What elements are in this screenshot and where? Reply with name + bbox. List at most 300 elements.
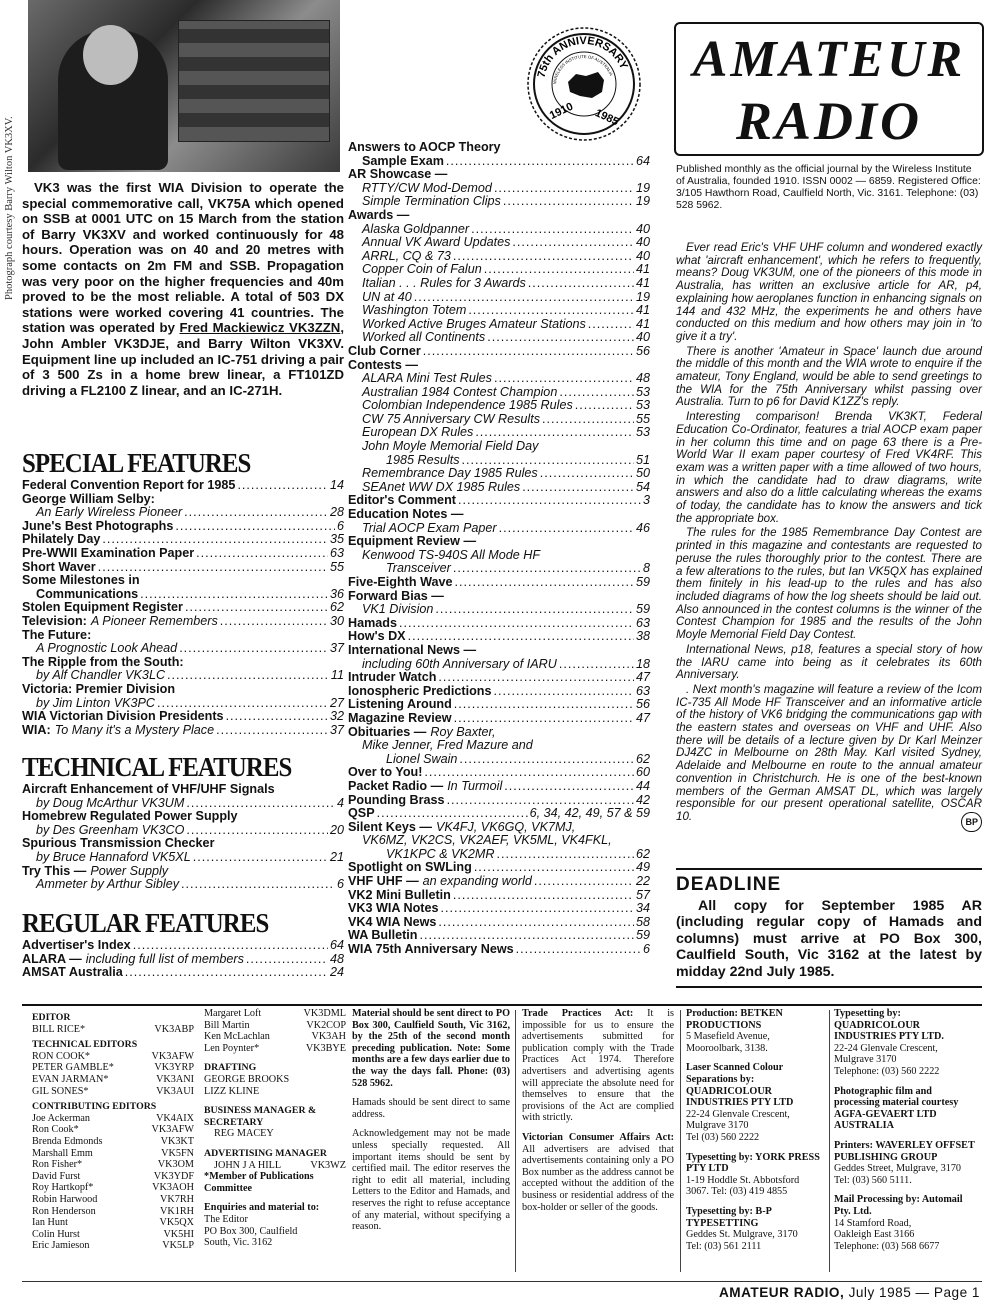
toc-entry-title: Equipment Review — <box>348 534 477 549</box>
toc-entry-subtitle: John Moyle Memorial Field Day <box>362 439 539 454</box>
toc-entry-title: Editor's Comment <box>348 493 456 508</box>
toc-entry-subtitle: ARRL, CQ & 73 <box>362 248 451 263</box>
toc-entry-title: VHF UHF — <box>348 874 419 889</box>
toc-entry <box>348 671 650 685</box>
toc-entry-title: Communications <box>36 586 139 601</box>
toc-entry-subtitle: Trial AOCP Exam Paper <box>362 520 497 535</box>
credit-line: REG MACEY <box>214 1128 274 1140</box>
toc-entry-title: Club Corner <box>348 343 421 358</box>
toc-entry <box>348 359 650 373</box>
leader-dots <box>438 916 634 930</box>
credit-callsign: VK3DML <box>303 1008 346 1019</box>
toc-entry <box>22 493 344 507</box>
credit-name: Ian Hunt <box>32 1217 68 1229</box>
toc-entry-subtitle: Power Supply <box>90 863 169 878</box>
credit-row <box>32 1148 194 1160</box>
toc-entry-title: International News — <box>348 642 477 657</box>
toc-entry <box>22 865 344 879</box>
section-heading: TECHNICAL FEATURES <box>22 752 292 782</box>
anniversary-seal <box>524 22 644 142</box>
credit-name: Ron Henderson <box>32 1205 96 1217</box>
cover-photo <box>28 0 340 172</box>
credit-block-heading: Typesetting by: YORK PRESS PTY LTD <box>686 1151 820 1175</box>
photo-credit: Photograph courtesy Barry Wilton VK3XV. <box>4 116 15 300</box>
toc-entry <box>348 223 650 237</box>
credit-callsign: VK3WZ <box>310 1159 346 1171</box>
toc-entry <box>348 848 650 862</box>
toc-entry-subtitle: by Doug McArthur VK3UM <box>36 795 185 810</box>
toc-entry-subtitle: In Turmoil <box>447 778 503 793</box>
notice-text: It is impossible for us to ensure the advertisements submitted for publication comply with the Trade Practices Act 1974. Therefore advertisers and advertising agents will appreciate the absolute need for themselves to ensure that the provisions of the Act are complied with strictly. <box>522 1008 674 1124</box>
credit-block-heading: Photographic film and processing material courtesy AGFA-GEVAERT LTD AUSTRALIA <box>834 1085 959 1132</box>
leader-dots <box>102 533 328 547</box>
toc-page-number: 6 <box>642 942 650 957</box>
toc-entry <box>22 697 344 711</box>
divider <box>22 1004 982 1006</box>
toc-page-number: 46 <box>635 520 650 535</box>
leader-dots <box>459 753 634 767</box>
credit-row <box>32 1171 194 1183</box>
leader-dots <box>408 630 634 644</box>
toc-entry-title: The Ripple from the South: <box>22 654 184 669</box>
toc-page-number: 53 <box>635 425 650 440</box>
toc-entry-title: VK4 WIA News <box>348 914 437 929</box>
credit-line: Tel (03) 560 2222 <box>686 1131 760 1143</box>
credit-callsign: VK1RH <box>160 1205 194 1217</box>
leader-dots <box>542 413 634 427</box>
credit-row <box>204 1031 346 1043</box>
leader-dots <box>494 182 634 196</box>
toc-entry-subtitle: by Des Greenham VK3CO <box>36 822 185 837</box>
toc-entry <box>22 479 344 493</box>
toc-entry <box>22 710 344 724</box>
toc-page-number: 50 <box>635 466 650 481</box>
credit-block-heading: Laser Scanned Colour Separations by: QUADRICOLOUR INDUSTRIES PTY LTD <box>686 1062 794 1109</box>
toc-page-number: 37 <box>329 641 344 656</box>
credit-block <box>686 1206 826 1252</box>
toc-entry <box>22 601 344 615</box>
toc-entry-title: Philately Day <box>22 532 101 547</box>
toc-entry-subtitle: VK1 Division <box>362 602 434 617</box>
leader-dots <box>438 671 634 685</box>
credits-column-2 <box>204 1008 346 1249</box>
toc-entry-title: Homebrew Regulated Power Supply <box>22 809 238 824</box>
leader-dots <box>504 780 634 794</box>
credit-row <box>32 1206 194 1218</box>
toc-entry <box>348 549 650 563</box>
leader-dots <box>175 520 335 534</box>
credit-callsign: VK5LP <box>162 1240 194 1252</box>
toc-page-number: 59 <box>635 928 650 943</box>
credit-name: EVAN JARMAN* <box>32 1073 109 1085</box>
toc-entry <box>348 508 650 522</box>
toc-entry <box>348 494 650 508</box>
toc-page-number: 8 <box>642 561 650 576</box>
toc-entry <box>348 943 650 957</box>
leader-dots <box>493 685 634 699</box>
special-features-section <box>22 448 344 737</box>
editorial-paragraph: The rules for the 1985 Remembrance Day Contest are printed in this magazine and contestants are requested to peruse the rules thoroughly prior to the contest. There are a few alterations to the rules, but Ian VK5QX has explained them finitely in his lead-up to the rules and has also included diagrams of how the log sheets should be laid out. Also announced in the contest columns is the winner of the Contest Champion for 1985 and the results of the John Moyle Memorial Field Day Contest. <box>676 526 982 642</box>
toc-entry-title: Awards — <box>348 207 410 222</box>
credit-line: 22-24 Glenvale Crescent, <box>686 1108 790 1120</box>
page-footer: AMATEUR RADIO, July 1985 — Page 1 <box>718 1285 980 1300</box>
toc-entry-title: WA Bulletin <box>348 928 418 943</box>
toc-page-number: 19 <box>635 194 650 209</box>
editorial-paragraph: Interesting comparison! Brenda VK3KT, Federal Education Co-Ordinator, features a trial AOCP exam paper in her column this time and on page 63 there is a Pre-World War II exam paper courtesy of Fred VK4RF. This exam was a written paper with a time allowed of two hours, in which the candidate had to draw diagrams, write answers and also do a little calculating whereas the exams of today, the candidate has to know the answers and tick the appropriate box. <box>676 410 982 525</box>
toc-page-number: 4 <box>336 795 344 810</box>
seal-year-start: 1910 <box>547 100 576 122</box>
leader-dots <box>125 966 328 980</box>
leader-dots <box>497 848 634 862</box>
toc-page-number: 49 <box>635 860 650 875</box>
masthead-line1: AMATEUR <box>692 31 966 88</box>
toc-page-number: 63 <box>329 545 344 560</box>
credit-callsign: VK3AH <box>311 1031 346 1043</box>
toc-page-number: 57 <box>635 887 650 902</box>
credit-callsign: VK5HI <box>163 1228 194 1240</box>
toc-page-number: 41 <box>635 262 650 277</box>
toc-entry <box>348 617 650 631</box>
leader-dots <box>399 617 634 631</box>
toc-entry-title: Sample Exam <box>362 153 444 168</box>
regular-features-section <box>22 908 344 980</box>
toc-entry-subtitle: RTTY/CW Mod-Demod <box>362 180 492 195</box>
toc-entry-title: Silent Keys — <box>348 819 432 834</box>
toc-page-number: 58 <box>635 914 650 929</box>
credit-row <box>204 1008 346 1020</box>
toc-entry <box>348 712 650 726</box>
toc-entry-title: Television: <box>22 613 87 628</box>
toc-entry-title: June's Best Photographs <box>22 518 174 533</box>
toc-entry-subtitle: Simple Termination Clips <box>362 194 501 209</box>
toc-page-number: 41 <box>635 275 650 290</box>
toc-entry <box>348 535 650 549</box>
toc-entry <box>348 168 650 182</box>
toc-entry <box>348 916 650 930</box>
credit-block <box>686 1152 826 1198</box>
toc-entry-subtitle: 1985 Results <box>386 452 460 467</box>
toc-page-number: 14 <box>329 478 344 492</box>
leader-dots <box>588 318 634 332</box>
credit-line: Tel: (03) 560 5111. <box>834 1174 912 1186</box>
credit-line: Geddes St. Mulgrave, 3170 <box>686 1229 798 1241</box>
toc-entry <box>22 656 344 670</box>
toc-page-number: 22 <box>635 874 650 889</box>
leader-dots <box>516 943 641 957</box>
credit-line: 22-24 Glenvale Crescent, <box>834 1042 938 1054</box>
leader-dots <box>377 807 528 821</box>
toc-entry-title: Magazine Review <box>348 710 452 725</box>
credit-row <box>32 1240 194 1252</box>
credit-line: GEORGE BROOKS <box>204 1073 290 1085</box>
leader-dots <box>454 698 634 712</box>
toc-entry-subtitle: including 60th Anniversary of IARU <box>362 656 557 671</box>
toc-entry-subtitle: Remembrance Day 1985 Rules <box>362 466 538 481</box>
toc-entry-title: WIA: <box>22 722 51 737</box>
credit-callsign: VK3AFW <box>151 1124 194 1136</box>
section-heading: SPECIAL FEATURES <box>22 448 251 478</box>
toc-entry-title: Answers to AOCP Theory <box>348 140 501 154</box>
credit-callsign: VK3YRP <box>154 1062 194 1074</box>
leader-dots <box>475 426 634 440</box>
credit-block <box>834 1140 980 1186</box>
credit-name: Ken McLachlan <box>204 1031 270 1043</box>
toc-entry <box>348 155 650 169</box>
credit-row <box>32 1194 194 1206</box>
publication-info: Published monthly as the official journal by the Wireless Institute of Australia, founded 1910. ISSN 0002 — 6859. Registered Office: 3/105 Hawthorn Road, Caulfield North, Vic. 3161. Telephone: (03) 528 5962. <box>676 164 981 211</box>
toc-entry-title: Some Milestones in <box>22 573 140 588</box>
credit-name: Len Poynter* <box>204 1042 260 1054</box>
credit-name: GIL SONES* <box>32 1085 89 1097</box>
toc-entry-subtitle: by Bruce Hannaford VK5XL <box>36 849 191 864</box>
toc-page-number: 40 <box>635 221 650 236</box>
toc-page-number: 28 <box>329 505 344 520</box>
toc-entry <box>348 875 650 889</box>
toc-page-number: 51 <box>635 452 650 467</box>
leader-dots <box>220 615 328 629</box>
toc-entry <box>348 386 650 400</box>
toc-entry <box>348 576 650 590</box>
leader-dots <box>540 467 634 481</box>
leader-dots <box>441 902 634 916</box>
toc-entry-subtitle: A Pioneer Remembers <box>90 613 218 628</box>
toc-page-number: 37 <box>329 722 344 737</box>
credit-row <box>204 1020 346 1032</box>
toc-page-number: 42 <box>635 792 650 807</box>
footer-rule <box>22 1281 982 1282</box>
toc-page-number: 35 <box>329 532 344 547</box>
toc-page-number: 40 <box>635 248 650 263</box>
credit-block <box>834 1008 980 1078</box>
credit-block-heading: Typesetting by: B-P TYPESETTING <box>686 1205 772 1229</box>
toc-entry <box>348 685 650 699</box>
consumer-affairs-notice <box>522 1132 674 1213</box>
credit-line: 1-19 Hoddle St. Abbotsford <box>686 1174 800 1186</box>
leader-dots <box>471 223 634 237</box>
technical-features-section <box>22 752 344 892</box>
seal-top-text: 75th ANNIVERSARY <box>535 34 630 79</box>
leader-dots <box>226 710 328 724</box>
toc-entry <box>348 562 650 576</box>
toc-entry <box>348 807 650 821</box>
credit-row <box>32 1051 194 1063</box>
leader-dots <box>196 547 328 561</box>
credit-name: RON COOK* <box>32 1050 91 1062</box>
credit-name: Ron Fisher* <box>32 1159 83 1171</box>
toc-entry-title: WIA Victorian Division Presidents <box>22 709 224 724</box>
toc-page-number: 53 <box>635 398 650 413</box>
radio-equipment-image <box>178 20 330 142</box>
leader-dots <box>186 824 328 838</box>
toc-entry-subtitle: UN at 40 <box>362 289 412 304</box>
toc-page-number: 60 <box>635 765 650 780</box>
toc-entry <box>22 574 344 588</box>
toc-entry-subtitle: VK1KPC & VK2MR <box>386 846 495 861</box>
toc-entry-title: Short Waver <box>22 559 96 574</box>
toc-page-number: 54 <box>635 479 650 494</box>
toc-page-number: 64 <box>329 938 344 952</box>
notice-heading: Trade Practices Act: <box>522 1008 634 1019</box>
leader-dots <box>499 522 634 536</box>
toc-entry <box>348 399 650 413</box>
trade-practices-notice <box>522 1008 674 1124</box>
leader-dots <box>458 494 641 508</box>
toc-entry-title: Spurious Transmission Checker <box>22 836 215 851</box>
leader-dots <box>216 724 328 738</box>
editor-signature-icon: BP <box>961 812 982 833</box>
editorial-paragraph: Ever read Eric's VHF UHF column and wondered exactly what 'aircraft enhancement', which he refers to frequently, means? Doug VK3UM, one of the pioneers of this mode in Australia, has written an exclusive article for AR, p4, explaining how aeroplanes function in enhancing signals on 144 and 432 MHz, the experiments he and others have conducted on this medium and how others may join in 'to give it a try'. <box>676 241 982 343</box>
credit-block-heading: Mail Processing by: Automail Pty. Ltd. <box>834 1194 963 1217</box>
toc-entry <box>22 683 344 697</box>
leader-dots <box>484 263 634 277</box>
credit-callsign: VK3ABP <box>154 1023 194 1035</box>
toc-entry-title: Five-Eighth Wave <box>348 575 453 589</box>
toc-entry <box>22 506 344 520</box>
credit-line: Telephone: (03) 568 6677 <box>834 1240 940 1252</box>
leader-dots <box>140 588 328 602</box>
credit-callsign: VK2COP <box>306 1019 346 1031</box>
toc-entry <box>22 561 344 575</box>
credit-row <box>32 1136 194 1148</box>
editorial-paragraph: International News, p18, features a special story of how the IARU came into being as it celebrates its 60th Anniversary. <box>676 642 982 682</box>
credit-callsign: VK5FN <box>161 1147 194 1159</box>
leader-dots <box>435 603 634 617</box>
toc-entry <box>348 603 650 617</box>
toc-entry <box>22 547 344 561</box>
credit-callsign: VK3ANI <box>156 1073 194 1085</box>
deadline-heading: DEADLINE <box>676 874 782 895</box>
toc-page-number: 63 <box>635 615 650 630</box>
credit-name: BILL RICE* <box>32 1023 86 1035</box>
toc-entry-subtitle: Alaska Goldpanner <box>362 221 470 236</box>
credit-name: Eric Jamieson <box>32 1240 90 1252</box>
toc-entry-title: Pounding Brass <box>348 792 445 807</box>
toc-entry <box>348 304 650 318</box>
section-heading: REGULAR FEATURES <box>22 908 269 938</box>
toc-entry <box>348 263 650 277</box>
credit-line: LIZZ KLINE <box>204 1085 260 1097</box>
toc-entry <box>22 824 344 838</box>
toc-entry <box>22 615 344 629</box>
toc-entry <box>348 780 650 794</box>
toc-page-number: 6, 34, 42, 49, 57 & 59 <box>529 806 650 821</box>
toc-entry-title: Forward Bias — <box>348 588 444 603</box>
leader-dots <box>179 642 328 656</box>
toc-page-number: 24 <box>329 965 344 980</box>
toc-entry-subtitle: Mike Jenner, Fred Mazure and <box>362 738 533 753</box>
toc-page-number: 18 <box>635 656 650 671</box>
notice-text: All advertisers are advised that advertisements containing only a PO Box number as the address cannot be accepted without the addition of the business or residential address of the box-holder or seller of the goods. <box>522 1143 674 1213</box>
material-notice: Material should be sent direct to PO Box 300, Caulfield South, Vic 3162, by the 25th of the second month preceding publication. Note: Some months are a few days earlier due to the way the days fall. Phone: (03) 528 5962. <box>352 1008 510 1089</box>
leader-dots <box>167 669 329 683</box>
credit-row <box>32 1182 194 1194</box>
column-rule <box>515 1010 516 1272</box>
credit-name: PETER GAMBLE* <box>32 1062 114 1074</box>
toc-entry <box>348 345 650 359</box>
toc-entry-title: Education Notes — <box>348 507 464 522</box>
toc-entry <box>348 726 650 740</box>
leader-dots <box>468 304 634 318</box>
toc-entry <box>348 902 650 916</box>
toc-entry-subtitle: Kenwood TS-940S All Mode HF <box>362 547 541 562</box>
leader-dots <box>98 561 328 575</box>
credit-callsign: VK3AUI <box>156 1085 194 1097</box>
credit-line: 3067. Tel: (03) 419 4855 <box>686 1186 788 1198</box>
toc-page-number: 55 <box>635 411 650 426</box>
credit-row <box>32 1217 194 1229</box>
leader-dots <box>559 386 634 400</box>
toc-entry-title: Obituaries — <box>348 724 427 739</box>
toc-entry-subtitle: SEAnet WW DX 1985 Rules <box>362 479 521 494</box>
credit-name: Roy Hartkopf* <box>32 1182 94 1194</box>
seal-year-end: 1985 <box>593 107 621 129</box>
toc-entry <box>348 372 650 386</box>
credit-block-heading: Typesetting by: QUADRICOLOUR INDUSTRIES PTY LTD. <box>834 1008 944 1043</box>
credit-callsign: VK4AIX <box>156 1112 194 1124</box>
toc-entry <box>348 658 650 672</box>
credit-name: Joe Ackerman <box>32 1112 90 1124</box>
toc-entry-title: Over to You! <box>348 765 423 780</box>
credit-callsign: VK3KT <box>160 1135 194 1147</box>
toc-entry <box>22 629 344 643</box>
toc-page-number: 27 <box>329 695 344 710</box>
credit-name: Robin Harwood <box>32 1193 98 1205</box>
masthead <box>674 22 984 156</box>
toc-entry-title: Federal Convention Report for 1985 <box>22 478 236 492</box>
credit-line: Mulgrave 3170 <box>834 1054 897 1066</box>
credit-name: Marshall Emm <box>32 1147 93 1159</box>
masthead-line2: RADIO <box>735 91 923 151</box>
credit-line: Mulgrave 3170 <box>686 1120 749 1132</box>
deadline-box <box>676 868 982 988</box>
toc-entry <box>22 669 344 683</box>
leader-dots <box>424 766 634 780</box>
publications-note: *Member of Publications Committee <box>204 1171 314 1194</box>
toc-entry <box>348 182 650 196</box>
toc-entry-title: Victoria: Premier Division <box>22 681 176 696</box>
toc-entry-title: VK2 Mini Bulletin <box>348 887 451 902</box>
toc-entry <box>348 454 650 468</box>
toc-entry-subtitle: VK6MZ, VK2CS, VK2AEF, VK5ML, VK4FKL, <box>362 833 612 848</box>
toc-entry-subtitle: an expanding world <box>422 874 532 889</box>
notice-heading: Victorian Consumer Affairs Act: <box>522 1131 674 1143</box>
toc-page-number: 48 <box>635 371 650 386</box>
toc-page-number: 34 <box>635 901 650 916</box>
toc-entry <box>348 426 650 440</box>
toc-entry-title: AMSAT Australia <box>22 965 123 980</box>
leader-dots <box>474 861 634 875</box>
toc-entry <box>348 141 650 155</box>
toc-entry-subtitle: A Prognostic Look Ahead <box>36 641 178 656</box>
toc-entry-subtitle: Washington Totem <box>362 303 467 318</box>
credit-line: South, Vic. 3162 <box>204 1237 273 1249</box>
toc-entry <box>348 236 650 250</box>
leader-dots <box>185 601 328 615</box>
toc-entry-title: Try This — <box>22 863 87 878</box>
credits-column-5 <box>686 1008 826 1260</box>
toc-entry <box>22 533 344 547</box>
toc-entry-title: Advertiser's Index <box>22 938 131 952</box>
toc-entry-subtitle: To Many it's a Mystery Place <box>54 722 215 737</box>
toc-entry <box>348 644 650 658</box>
regular-features-list <box>22 939 344 980</box>
leader-dots <box>447 794 634 808</box>
toc-page-number: 47 <box>635 670 650 685</box>
toc-entry-title: Pre-WWII Examination Paper <box>22 545 195 560</box>
toc-page-number: 6 <box>336 877 344 892</box>
editorial-column <box>676 242 982 832</box>
toc-entry <box>348 291 650 305</box>
